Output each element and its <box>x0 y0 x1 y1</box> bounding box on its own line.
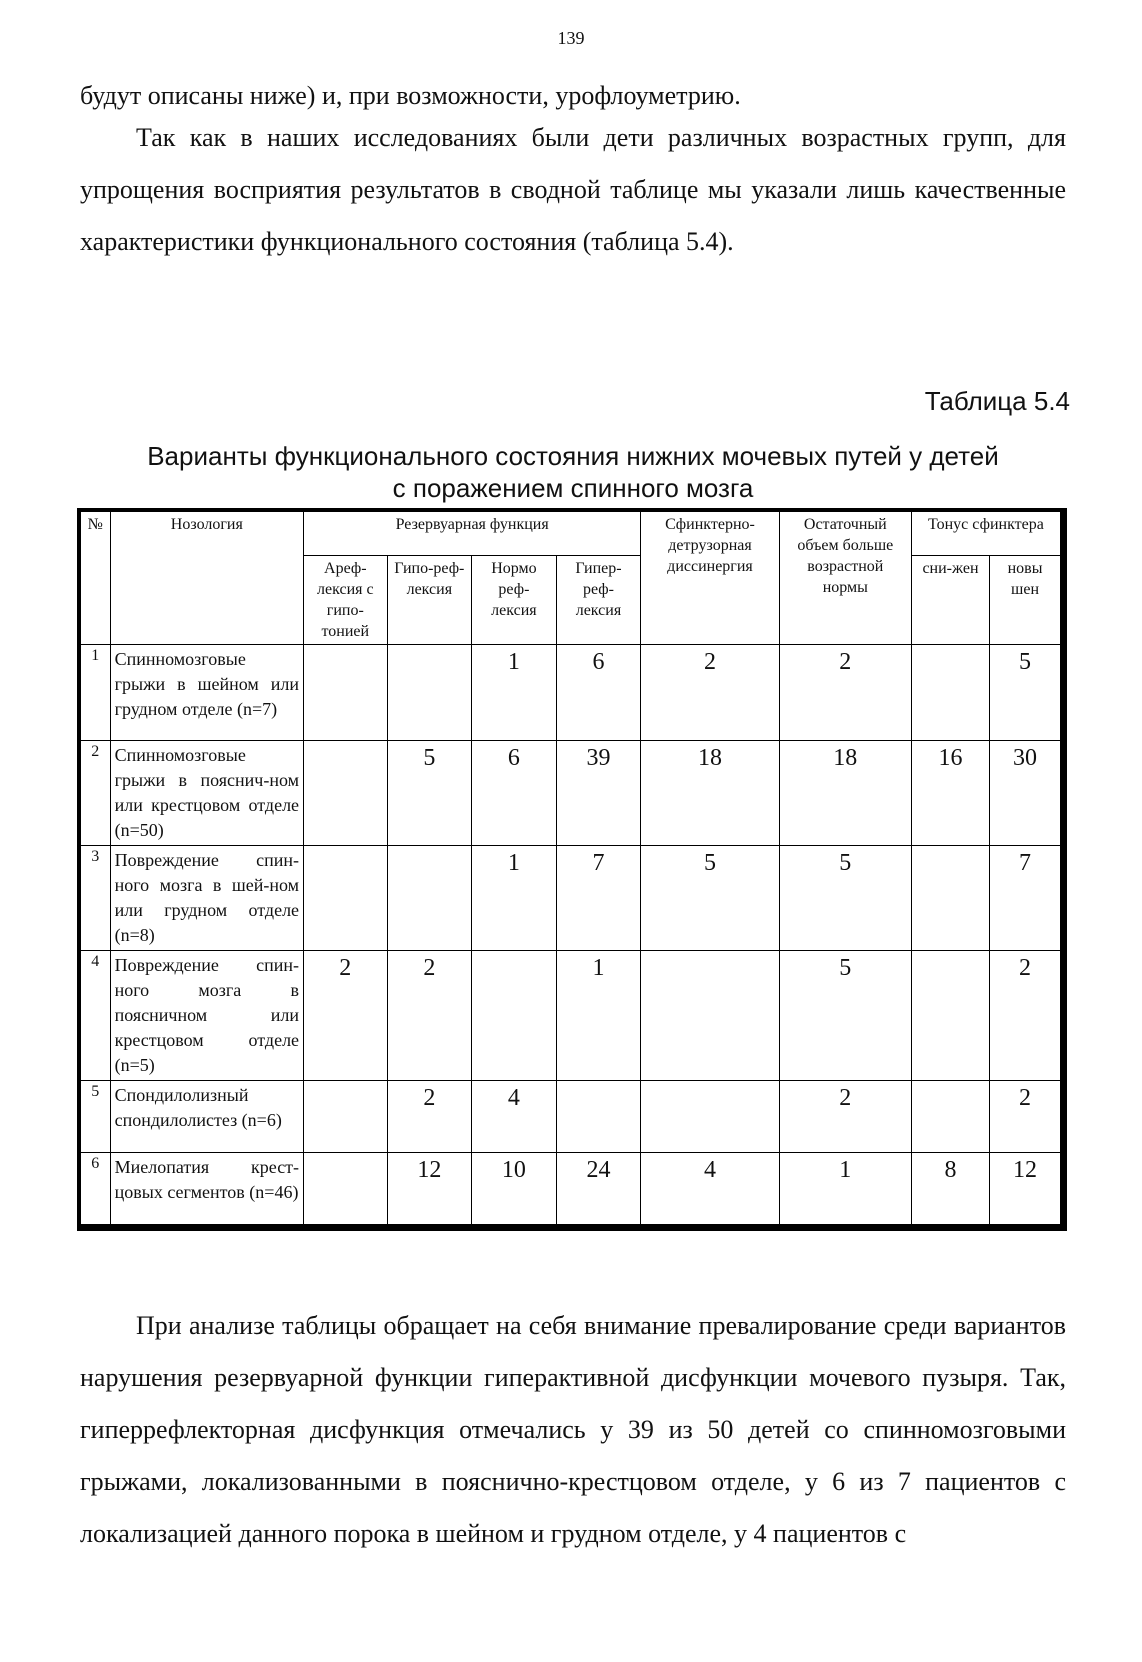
paragraph-analysis: При анализе таблицы обращает на себя внимание превалирование среди вариантов нарушения резервуарной функции гиперактивной дисфункции мочевого пузыря. Так, гиперрефлекторная дисфункция отмечались у 39 из 50 детей со спинномозговыми грыжами, локализованными в пояснично-крестцовом отделе, у 6 из 7 пациентов с локализацией данного порока в шейном и грудном отделе, у 4 пациентов с <box>80 1311 1066 1548</box>
table-header <box>81 512 1061 645</box>
data-table-frame <box>77 508 1067 1231</box>
cell-residual-volume: 18 <box>779 741 911 846</box>
data-table <box>80 511 1061 1225</box>
cell-hyporeflexia: 2 <box>387 951 472 1081</box>
table-row <box>81 645 1061 741</box>
header-tone-lowered: сни-жен <box>911 556 989 645</box>
cell-hyporeflexia: 2 <box>387 1081 472 1153</box>
row-number: 4 <box>81 951 111 1081</box>
cell-areflexia <box>304 1081 388 1153</box>
row-nosology: Спинномозговые грыжи в пояснич-ном или крестцовом отделе (n=50) <box>110 741 303 846</box>
cell-normoreflexia: 4 <box>472 1081 557 1153</box>
paragraph-table-intro: Так как в наших исследованиях были дети различных возрастных групп, для упрощения восприятия результатов в сводной таблице мы указали лишь качественные характеристики функционального состояния (таблица 5.4). <box>80 123 1066 256</box>
cell-hyporeflexia: 5 <box>387 741 472 846</box>
row-nosology: Повреждение спин-ного мозга в шей-ном или грудном отделе (n=8) <box>110 846 303 951</box>
cell-hyporeflexia <box>387 645 472 741</box>
cell-tone-lowered <box>911 645 989 741</box>
row-number: 3 <box>81 846 111 951</box>
cell-hyporeflexia <box>387 846 472 951</box>
cell-sphincter-dyssynergia: 2 <box>641 645 779 741</box>
cell-sphincter-dyssynergia <box>641 951 779 1081</box>
cell-residual-volume: 2 <box>779 1081 911 1153</box>
cell-normoreflexia <box>472 951 557 1081</box>
row-nosology: Миелопатия крест-цовых сегментов (n=46) <box>110 1153 303 1225</box>
cell-normoreflexia: 1 <box>472 645 557 741</box>
cell-hyperreflexia: 1 <box>556 951 641 1081</box>
cell-hyperreflexia: 7 <box>556 846 641 951</box>
header-hyperreflexia: Гипер-реф-лексия <box>556 556 641 645</box>
row-number: 1 <box>81 645 111 741</box>
row-number: 6 <box>81 1153 111 1225</box>
row-nosology: Спондилолизный спондилолистез (n=6) <box>110 1081 303 1153</box>
cell-hyperreflexia <box>556 1081 641 1153</box>
header-hyporeflexia: Гипо-реф-лексия <box>387 556 472 645</box>
cell-tone-raised: 30 <box>990 741 1061 846</box>
cell-normoreflexia: 10 <box>472 1153 557 1225</box>
cell-residual-volume: 5 <box>779 951 911 1081</box>
cell-tone-lowered: 8 <box>911 1153 989 1225</box>
header-normoreflexia: Нормо реф-лексия <box>472 556 557 645</box>
cell-tone-raised: 2 <box>990 1081 1061 1153</box>
cell-tone-raised: 12 <box>990 1153 1061 1225</box>
cell-sphincter-dyssynergia: 18 <box>641 741 779 846</box>
paragraph-intro-end: будут описаны ниже) и, при возможности, урофлоуметрию. <box>80 81 741 110</box>
table-row <box>81 1153 1061 1225</box>
cell-areflexia <box>304 645 388 741</box>
table-row <box>81 1081 1061 1153</box>
cell-hyperreflexia: 39 <box>556 741 641 846</box>
cell-areflexia: 2 <box>304 951 388 1081</box>
header-sphincter-dyssynergia: Сфинктерно-детрузорная диссинергия <box>641 512 779 645</box>
row-number: 5 <box>81 1081 111 1153</box>
cell-hyporeflexia: 12 <box>387 1153 472 1225</box>
cell-tone-raised: 5 <box>990 645 1061 741</box>
cell-tone-lowered <box>911 846 989 951</box>
cell-residual-volume: 2 <box>779 645 911 741</box>
row-nosology: Спинномозговые грыжи в шейном или грудном отделе (n=7) <box>110 645 303 741</box>
page-number: 139 <box>557 28 585 48</box>
cell-tone-lowered: 16 <box>911 741 989 846</box>
cell-tone-lowered <box>911 1081 989 1153</box>
cell-normoreflexia: 6 <box>472 741 557 846</box>
table-label: Таблица 5.4 <box>924 386 1070 416</box>
cell-residual-volume: 1 <box>779 1153 911 1225</box>
cell-tone-raised: 7 <box>990 846 1061 951</box>
cell-areflexia <box>304 1153 388 1225</box>
cell-areflexia <box>304 741 388 846</box>
table-title-line-1: Варианты функционального состояния нижних мочевых путей у детей <box>147 441 999 471</box>
header-areflexia: Ареф-лексия с гипо-тонией <box>304 556 388 645</box>
cell-sphincter-dyssynergia: 5 <box>641 846 779 951</box>
header-nosology: Нозология <box>110 512 303 645</box>
cell-residual-volume: 5 <box>779 846 911 951</box>
table-row <box>81 741 1061 846</box>
table-body <box>81 645 1061 1225</box>
header-number: № <box>81 512 111 645</box>
header-reservoir-function: Резервуарная функция <box>304 512 641 556</box>
cell-areflexia <box>304 846 388 951</box>
table-row <box>81 846 1061 951</box>
cell-tone-lowered <box>911 951 989 1081</box>
cell-hyperreflexia: 6 <box>556 645 641 741</box>
row-number: 2 <box>81 741 111 846</box>
row-nosology: Повреждение спин-ного мозга в поясничном или крестцовом отделе (n=5) <box>110 951 303 1081</box>
cell-tone-raised: 2 <box>990 951 1061 1081</box>
cell-hyperreflexia: 24 <box>556 1153 641 1225</box>
header-residual-volume: Остаточный объем больше возрастной нормы <box>779 512 911 645</box>
cell-normoreflexia: 1 <box>472 846 557 951</box>
table-title <box>80 440 1066 504</box>
header-sphincter-tone: Тонус сфинктера <box>911 512 1060 556</box>
cell-sphincter-dyssynergia: 4 <box>641 1153 779 1225</box>
table-row <box>81 951 1061 1081</box>
table-title-line-2: с поражением спинного мозга <box>392 473 754 503</box>
cell-sphincter-dyssynergia <box>641 1081 779 1153</box>
header-tone-raised: новы шен <box>990 556 1061 645</box>
